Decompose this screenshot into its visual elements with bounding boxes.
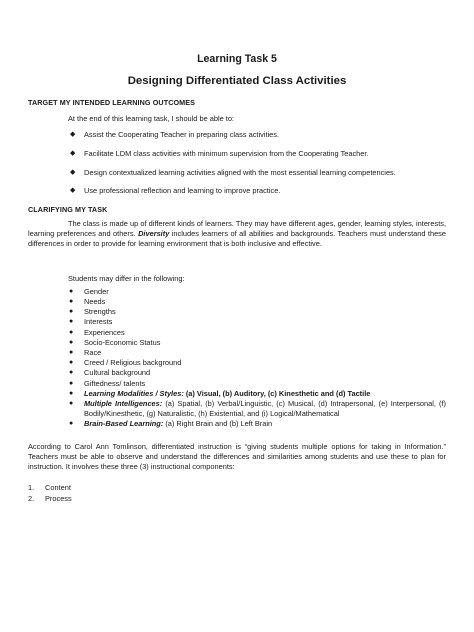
bullet-icon: ●	[69, 379, 74, 387]
list-item: ● Strengths	[69, 307, 116, 317]
document-subtitle: Designing Differentiated Class Activities	[127, 75, 347, 87]
list-item: 2. Process	[28, 494, 72, 504]
document-title: Learning Task 5	[197, 53, 277, 65]
diamond-bullet-icon: ◆	[70, 168, 76, 176]
bullet-icon: ●	[69, 338, 74, 346]
differ-intro: Students may differ in the following:	[68, 273, 185, 283]
list-item: ● Socio-Economic Status	[69, 337, 161, 347]
list-item: 1. Content	[28, 483, 71, 493]
bullet-icon: ●	[69, 349, 74, 357]
bullet-icon: ●	[69, 318, 74, 326]
list-item: ● Experiences	[69, 327, 125, 337]
section-heading-clarifying: CLARIFYING MY TASK	[28, 204, 108, 214]
diversity-keyword: Diversity	[138, 229, 170, 239]
diversity-paragraph: The class is made up of different kinds of learners. They may have different ages, gender, learning styles, interests, learning preferences and others. Diversity includes learners of all abilities and backgrounds. Teachers must understand these differences in order to provide for learning environment that is both inclusive and effective.	[28, 218, 446, 249]
list-item: ◆ Design contextualized learning activities aligned with the most essential learning competencies.	[70, 167, 396, 177]
bullet-icon: ●	[69, 420, 74, 428]
list-item: ● Race	[69, 348, 102, 358]
bullet-icon: ●	[69, 308, 74, 316]
diamond-bullet-icon: ◆	[70, 187, 76, 195]
list-item: ◆ Facilitate LDM class activities with minimum supervision from the Cooperating Teacher.	[70, 149, 369, 158]
list-item-brain-based: ● Brain-Based Learning: (a) Right Brain and (b) Left Brain	[69, 419, 273, 429]
section-heading-outcomes: TARGET MY INTENDED LEARNING OUTCOMES	[28, 98, 196, 107]
diamond-bullet-icon: ◆	[70, 150, 76, 157]
traits-list	[28, 287, 446, 430]
list-item: ● Giftedness/ talents	[69, 378, 146, 388]
components-list	[28, 482, 446, 504]
bullet-icon: ●	[69, 298, 74, 305]
list-item-multiple-intelligences: ● Multiple Intelligences: (a) Spatial, (b) Verbal/Linguistic, (c) Musical, (d) Intrapersonal, (e) Interpersonal, (f) Bodily/Kinesthetic, (g) Naturalistic, (h) Existential, and (i) Logical/Mathematical	[69, 399, 447, 419]
list-item: ● Needs	[69, 297, 106, 306]
list-item: ◆ Assist the Cooperating Teacher in preparing class activities.	[70, 130, 279, 140]
outcomes-intro: At the end of this learning task, I should be able to:	[68, 114, 234, 124]
list-item: ● Cultural background	[69, 368, 151, 378]
list-item: ◆ Use professional reflection and learning to improve practice.	[70, 186, 281, 196]
tomlinson-paragraph: According to Carol Ann Tomlinson, differentiated instruction is “giving students multiple options for taking in Information.” Teachers must be able to observe and understand the differences and similarities among students and use these to plan for instruction. It involves these three (3) instructional components:	[28, 441, 446, 472]
bullet-icon: ●	[69, 328, 74, 336]
bullet-icon: ●	[69, 287, 74, 295]
list-item: ● Interests	[69, 317, 113, 327]
list-item: ● Gender	[69, 286, 109, 296]
diamond-bullet-icon: ◆	[70, 131, 76, 139]
bullet-icon: ●	[69, 389, 74, 397]
bullet-icon: ●	[69, 400, 74, 408]
outcomes-list	[28, 130, 446, 196]
list-item: ● Creed / Religious background	[69, 358, 182, 368]
bullet-icon: ●	[69, 359, 74, 367]
bullet-icon: ●	[69, 369, 74, 377]
list-item-modalities: ● Learning Modalities / Styles: (a) Visual, (b) Auditory, (c) Kinesthetic and (d) Tactile	[69, 388, 371, 398]
